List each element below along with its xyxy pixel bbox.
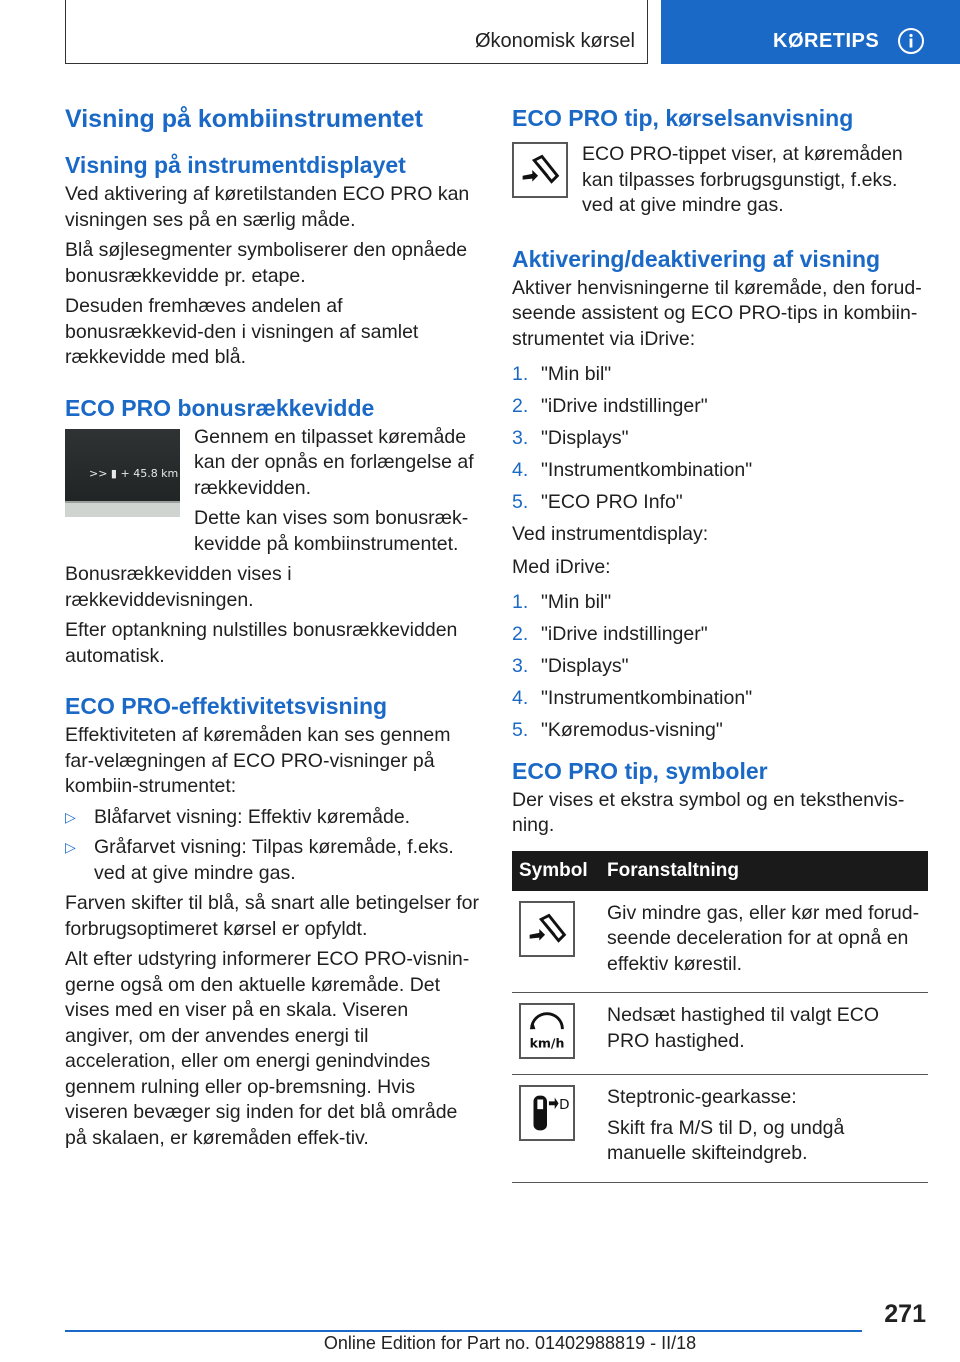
list-item: 3. "Displays" — [512, 655, 629, 677]
footer-divider — [65, 1330, 862, 1332]
heading-instrument-display: Visning på instrumentdisplayet — [65, 152, 406, 178]
table-row — [512, 993, 928, 1075]
paragraph: Gennem en tilpasset køremåde kan der opnås en forlængelse af rækkevidden. — [194, 425, 474, 499]
paragraph: Bonusrækkevidden vises i rækkeviddevisningen. — [65, 563, 292, 611]
list-item: 4. "Instrumentkombination" — [512, 687, 753, 709]
paragraph: Med iDrive: — [512, 555, 611, 578]
header-tab[interactable] — [661, 0, 960, 64]
paragraph: ECO PRO-tippet viser, at køremåden kan tilpasses forbrugsgunstigt, f.eks. ved at give mindre gas. — [582, 143, 903, 216]
column-header: Foranstaltning — [600, 851, 928, 891]
heading-efficiency: ECO PRO-effektivitetsvisning — [65, 693, 388, 719]
bonus-range-figure-row — [65, 425, 479, 563]
right-column — [512, 100, 928, 1183]
page-number: 271 — [884, 1300, 926, 1328]
triangle-bullet-icon: ▷ — [65, 808, 76, 825]
list-item: 5. "ECO PRO Info" — [512, 491, 683, 513]
heading-bonus-range: ECO PRO bonusrækkevidde — [65, 394, 375, 421]
table-row — [512, 891, 928, 993]
paragraph: Ved instrumentdisplay: — [512, 523, 709, 545]
list-item: 1. "Min bil" — [512, 591, 612, 613]
paragraph: Dette kan vises som bonusræk-kevidde på kombiinstrumentet. — [194, 507, 469, 555]
paragraph: Farven skifter til blå, så snart alle betingelser for forbrugsoptimeret kørsel er opfyldt. — [65, 892, 480, 940]
steps-list-1 — [512, 362, 928, 516]
list-item: 2. "iDrive indstillinger" — [512, 623, 708, 645]
list-item: 3. "Displays" — [512, 427, 629, 449]
column-header: Symbol — [512, 851, 600, 891]
info-icon[interactable] — [897, 27, 925, 55]
tip-figure-row — [512, 142, 928, 224]
table-cell-text: Steptronic-gearkasse: — [607, 1086, 797, 1108]
paragraph: Ved aktivering af køretilstanden ECO PRO kan visningen ses på en særlig måde. — [65, 183, 470, 231]
table-cell-text: Nedsæt hastighed til valgt ECO PRO hastighed. — [607, 1004, 880, 1052]
heading-driving-tip: ECO PRO tip, kørselsanvisning — [512, 105, 854, 131]
paragraph: Blå søjlesegmenter symboliserer den opnåede bonusrækkevidde pr. etape. — [65, 239, 468, 287]
tab-label: KØRETIPS — [773, 30, 880, 52]
gear-shift-d-icon — [519, 1085, 575, 1141]
symbols-table — [512, 851, 928, 1183]
table-cell-text: Skift fra M/S til D, og undgå manuelle skifteindgreb. — [607, 1116, 845, 1164]
foot-off-pedal-icon — [512, 142, 568, 198]
table-cell-text: Giv mindre gas, eller kør med forud-seende deceleration for at opnå en effektiv kørestil. — [607, 901, 920, 975]
left-column — [65, 100, 479, 1156]
list-item: 4. "Instrumentkombination" — [512, 459, 753, 481]
efficiency-list — [65, 805, 479, 887]
section-title: Økonomisk kørsel — [474, 30, 635, 52]
footer-edition: Online Edition for Part no. 01402988819 - II/18 — [323, 1333, 697, 1353]
heading-symbols: ECO PRO tip, symboler — [512, 757, 768, 784]
paragraph: Effektiviteten af køremåden kan ses gennem far-velægningen af ECO PRO-visninger på kombiin-strumentet: — [65, 724, 451, 797]
list-item: 2. "iDrive indstillinger" — [512, 395, 708, 417]
paragraph: Aktiver henvisningerne til køremåde, den forud-seende assistent og ECO PRO-tips in kombiin-strumentet via iDrive: — [512, 276, 922, 350]
paragraph: Efter optankning nulstilles bonusrækkevidden automatisk. — [65, 619, 458, 667]
foot-off-pedal-icon — [519, 901, 575, 957]
speed-gauge-icon — [519, 1003, 575, 1059]
speed-unit-text: km/h — [529, 1035, 565, 1051]
heading-activation: Aktivering/deaktivering af visning — [512, 245, 881, 272]
triangle-bullet-icon: ▷ — [65, 839, 76, 855]
list-item: 1. "Min bil" — [512, 363, 612, 385]
bonus-range-display-image — [65, 429, 180, 517]
paragraph: Der vises et ekstra symbol og en teksthenvis-ning. — [512, 788, 905, 836]
paragraph: Desuden fremhæves andelen af bonusrækkevid-den i visningen af samlet rækkevidde med blå. — [65, 295, 419, 368]
display-readout: >> ▮ + 45.8 km — [89, 466, 179, 480]
list-item: ▷ Blåfarvet visning: Effektiv køremåde. — [65, 805, 479, 831]
gear-d-text: D — [559, 1097, 570, 1114]
list-item: 5. "Køremodus-visning" — [512, 719, 723, 741]
header-section — [65, 0, 648, 64]
paragraph: Alt efter udstyring informerer ECO PRO-visnin-gerne også om den aktuelle køremåde. Det vises med en viser på en skala. Viseren angiver, om der anvendes energi til acceleration, eller om energi genindvindes gennem rulning eller op-bremsning. Hvis viseren bevæger sig inden for det blå område på skalaen, er køremåden effek-tiv. — [65, 948, 470, 1149]
steps-list-2 — [512, 590, 928, 744]
list-item: ▷ Gråfarvet visning: Tilpas køremåde, f.eks. ved at give mindre gas. — [65, 836, 454, 884]
table-row — [512, 1075, 928, 1183]
main-heading: Visning på kombiinstrumentet — [65, 105, 423, 133]
